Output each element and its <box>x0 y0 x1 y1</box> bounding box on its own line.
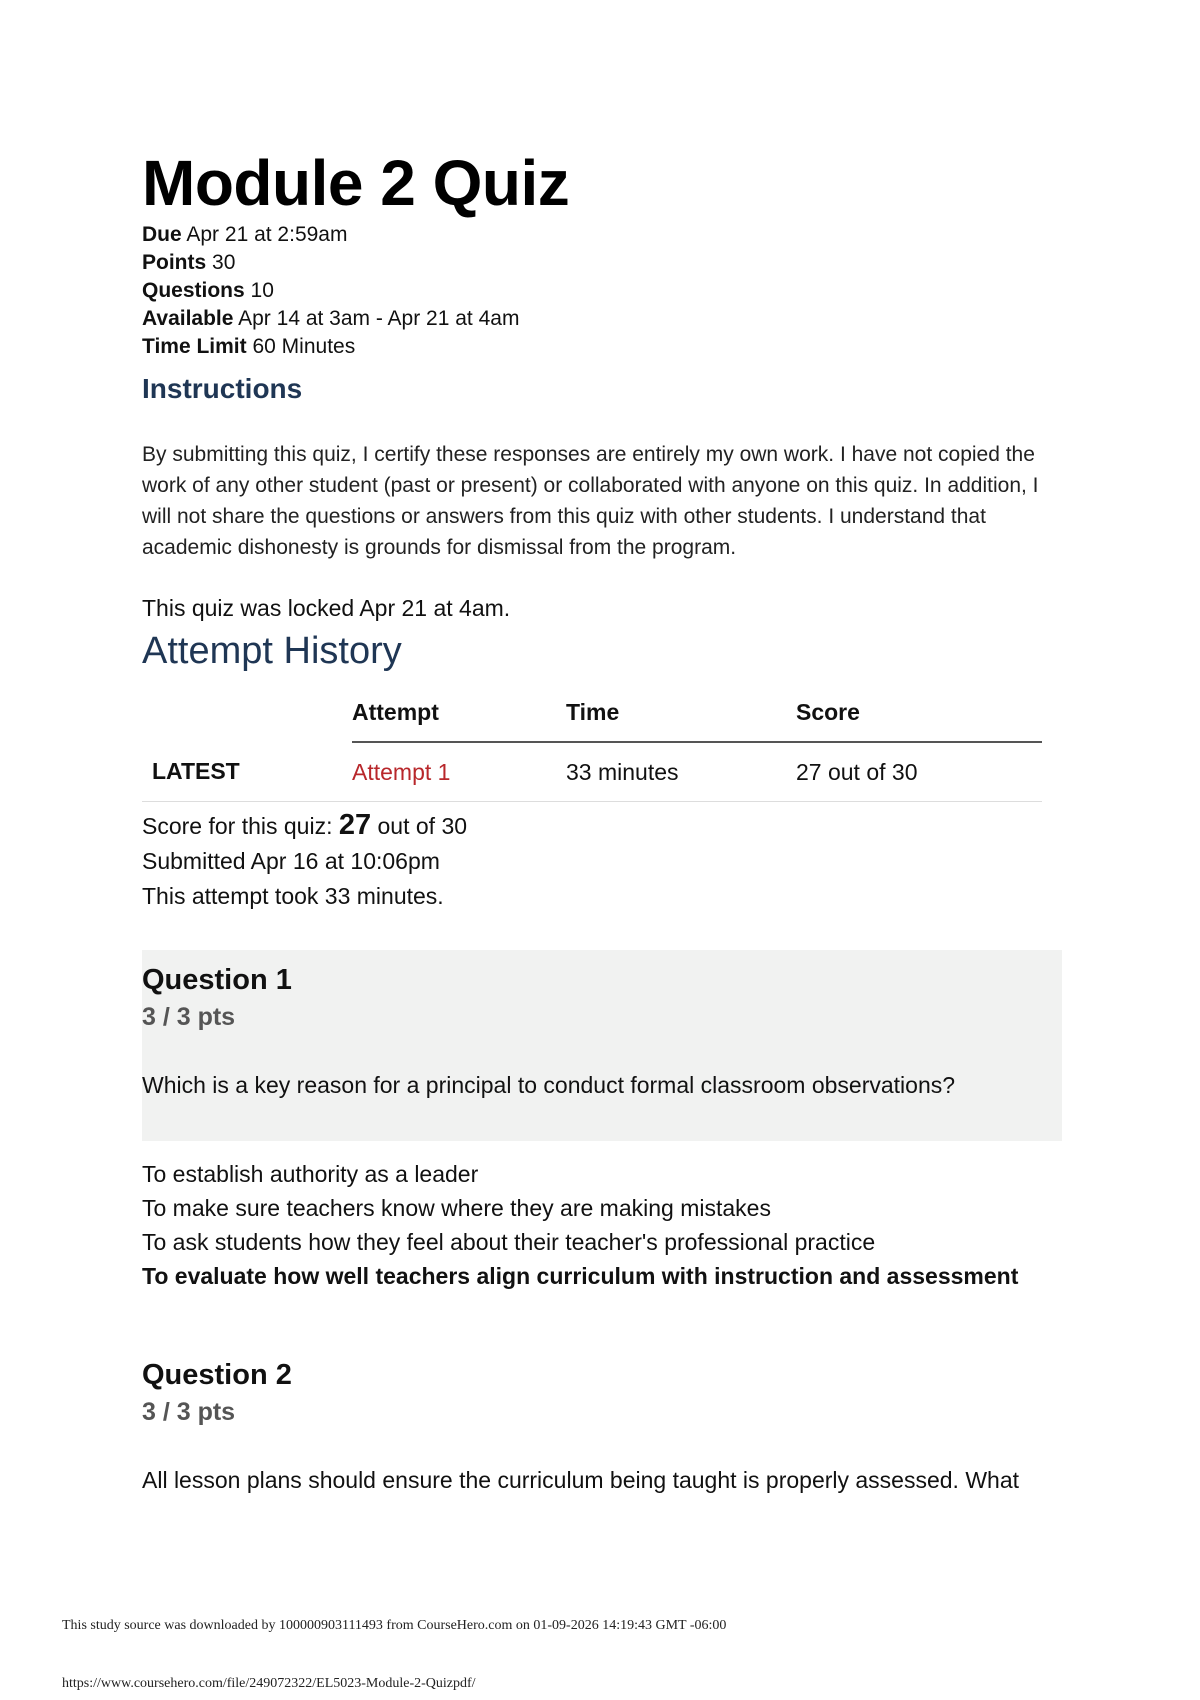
attempt-time: 33 minutes <box>566 742 796 802</box>
meta-available: Available Apr 14 at 3am - Apr 21 at 4am <box>142 307 520 331</box>
source-url[interactable]: https://www.coursehero.com/file/249072322/EL5023-Module-2-Quizpdf/ <box>62 1676 476 1691</box>
attempt-history-table <box>142 687 1042 802</box>
duration-line: This attempt took 33 minutes. <box>142 883 444 910</box>
question-1-points: 3 / 3 pts <box>142 1003 236 1032</box>
header-attempt: Attempt <box>352 687 566 742</box>
question-1-header <box>142 950 1062 1141</box>
score-summary <box>142 808 1062 914</box>
answer-option: To establish authority as a leader <box>142 1161 479 1188</box>
meta-time-limit: Time Limit 60 Minutes <box>142 335 356 359</box>
header-blank <box>142 687 352 742</box>
answer-option: To ask students how they feel about their teacher's professional practice <box>142 1229 876 1256</box>
attempt-score: 27 out of 30 <box>796 742 1042 802</box>
locked-notice: This quiz was locked Apr 21 at 4am. <box>142 595 511 622</box>
meta-due: Due Apr 21 at 2:59am <box>142 223 348 247</box>
question-1-text: Which is a key reason for a principal to conduct formal classroom observations? <box>142 1072 956 1099</box>
meta-points: Points 30 <box>142 251 236 275</box>
question-2-title: Question 2 <box>142 1359 292 1392</box>
answer-option: To make sure teachers know where they are making mistakes <box>142 1195 771 1222</box>
answer-option-correct: To evaluate how well teachers align curriculum with instruction and assessment <box>142 1263 1019 1290</box>
meta-questions: Questions 10 <box>142 279 274 303</box>
instructions-heading: Instructions <box>142 373 303 405</box>
question-2-header <box>142 1359 1062 1494</box>
score-value: 27 <box>338 809 372 842</box>
page-title: Module 2 Quiz <box>142 147 570 219</box>
table-header-row <box>142 687 1042 742</box>
question-1-title: Question 1 <box>142 964 292 997</box>
submitted-line: Submitted Apr 16 at 10:06pm <box>142 848 440 875</box>
latest-tag: LATEST <box>142 742 352 802</box>
instructions-text: By submitting this quiz, I certify these responses are entirely my own work. I have not copied the work of any other student (past or present) or collaborated with anyone on this quiz. In addition, I will not share the questions or answers from this quiz with other students. I understand that academic dishonesty is grounds for dismissal from the program. <box>142 443 1039 560</box>
header-time: Time <box>566 687 796 742</box>
header-score: Score <box>796 687 1042 742</box>
attempt-history-heading: Attempt History <box>142 630 402 673</box>
question-1-answers <box>142 1157 1062 1293</box>
score-line: Score for this quiz: 27 out of 30 <box>142 809 468 842</box>
question-2-text: All lesson plans should ensure the curriculum being taught is properly assessed. What <box>142 1467 1020 1494</box>
question-2-points: 3 / 3 pts <box>142 1398 236 1427</box>
attempt-1-link[interactable]: Attempt 1 <box>352 742 566 802</box>
table-row <box>142 742 1042 802</box>
quiz-page <box>142 147 1062 1494</box>
source-note: This study source was downloaded by 100000903111493 from CourseHero.com on 01-09-2026 14:19:43 GMT -06:00 <box>62 1618 727 1633</box>
quiz-meta <box>142 221 1062 361</box>
